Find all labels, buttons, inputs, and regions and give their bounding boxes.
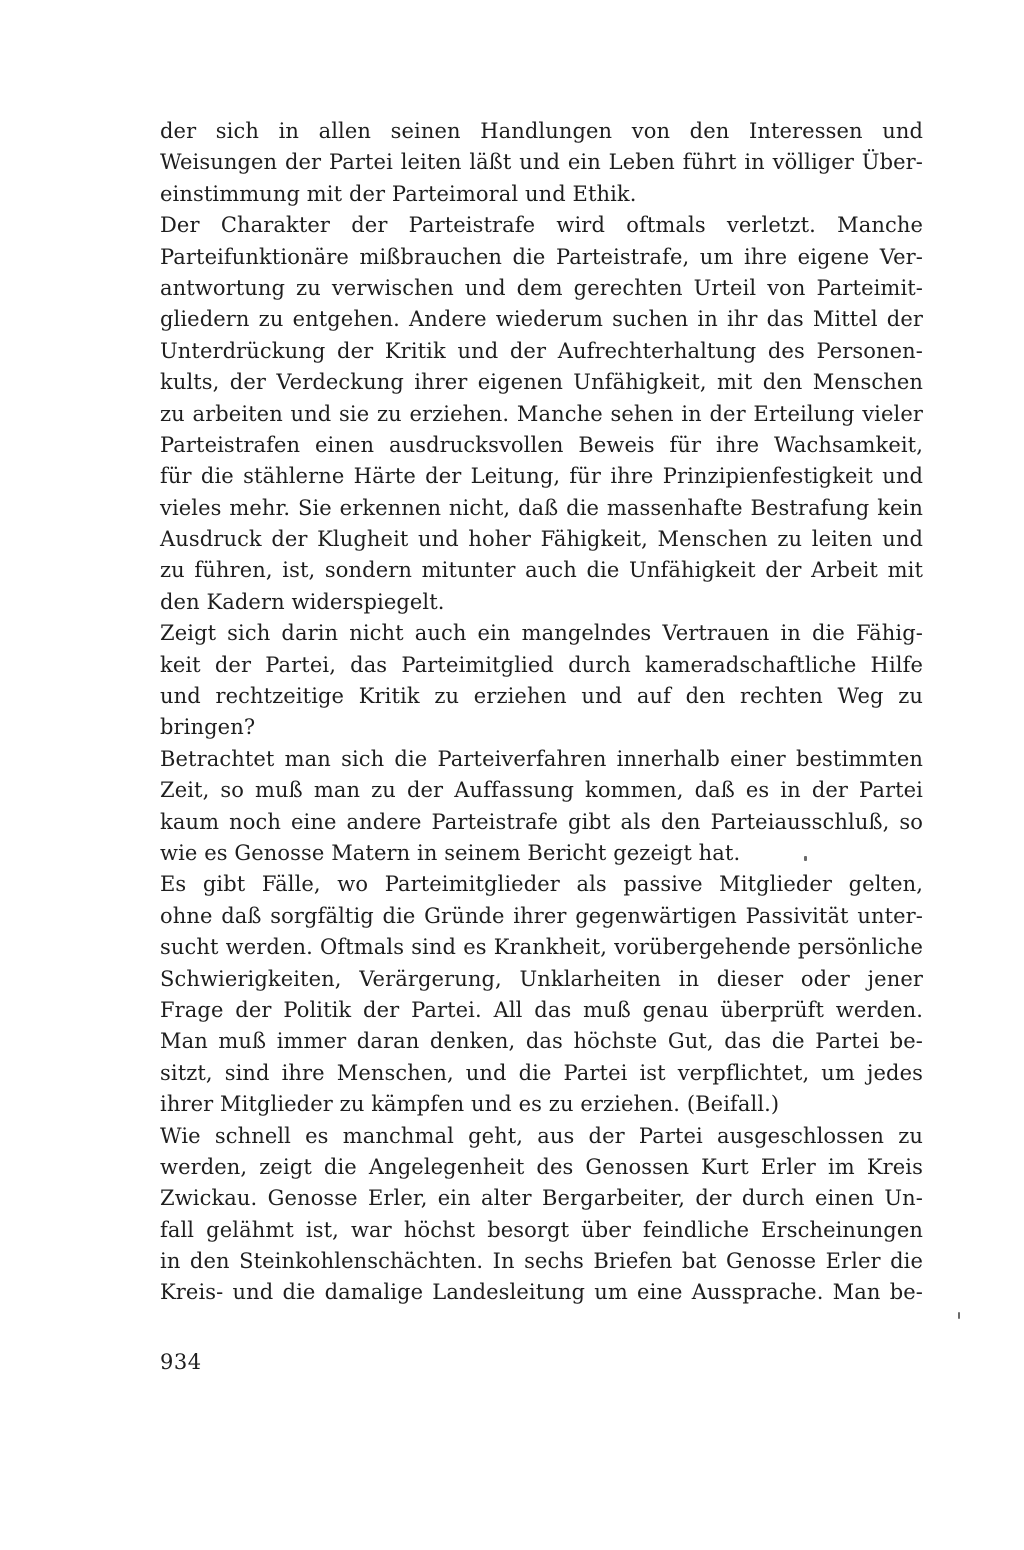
scan-speck <box>804 856 807 861</box>
text-line: für die stählerne Härte der Leitung, für ihre Prinzipienfestigkeit und <box>160 464 923 489</box>
text-line: Parteifunktionäre mißbrauchen die Parteistrafe, um ihre eigene Ver- <box>160 244 923 269</box>
text-line: Frage der Politik der Partei. All das muß genau überprüft werden. <box>160 997 923 1022</box>
text-line: ohne daß sorgfältig die Gründe ihrer gegenwärtigen Passivität unter- <box>160 903 923 928</box>
page-number: 934 <box>160 1350 202 1374</box>
text-line: Der Charakter der Parteistrafe wird oftmals verletzt. Manche <box>160 213 923 238</box>
text-line: der sich in allen seinen Handlungen von den Interessen und <box>160 119 923 143</box>
text-line: kaum noch eine andere Parteistrafe gibt als den Parteiausschluß, so <box>160 809 923 834</box>
text-line: Weisungen der Partei leiten läßt und ein Leben führt in völliger Über- <box>160 150 923 175</box>
scan-speck <box>958 1312 960 1319</box>
text-line: einstimmung mit der Parteimoral und Ethik. <box>160 181 637 206</box>
text-line: sucht werden. Oftmals sind es Krankheit, vorübergehende persönliche <box>160 935 923 960</box>
text-line: Ausdruck der Klugheit und hoher Fähigkeit, Menschen zu leiten und <box>160 527 923 552</box>
text-line: zu führen, ist, sondern mitunter auch die Unfähigkeit der Arbeit mit <box>160 558 923 583</box>
text-line: und rechtzeitige Kritik zu erziehen und auf den rechten Weg zu <box>160 684 923 709</box>
text-line: vieles mehr. Sie erkennen nicht, daß die massenhafte Bestrafung kein <box>160 495 923 520</box>
text-line: gliedern zu entgehen. Andere wiederum suchen in ihr das Mittel der <box>160 307 923 332</box>
text-line: kults, der Verdeckung ihrer eigenen Unfähigkeit, mit den Menschen <box>160 370 923 395</box>
text-line: in den Steinkohlenschächten. In sechs Briefen bat Genosse Erler die <box>160 1249 923 1274</box>
text-line: keit der Partei, das Parteimitglied durch kameradschaftliche Hilfe <box>160 652 923 677</box>
text-line: wie es Genosse Matern in seinem Bericht gezeigt hat. <box>160 840 741 865</box>
text-line: Unterdrückung der Kritik und der Aufrechterhaltung des Personen- <box>160 338 923 363</box>
text-line: Zwickau. Genosse Erler, ein alter Bergarbeiter, der durch einen Un- <box>160 1186 923 1211</box>
text-line: antwortung zu verwischen und dem gerechten Urteil von Parteimit- <box>160 275 923 300</box>
text-line: Kreis- und die damalige Landesleitung um eine Aussprache. Man be- <box>160 1280 923 1305</box>
text-line: den Kadern widerspiegelt. <box>160 589 445 614</box>
text-line: sitzt, sind ihre Menschen, und die Partei ist verpflichtet, um jedes <box>160 1060 923 1085</box>
text-line: Es gibt Fälle, wo Parteimitglieder als passive Mitglieder gelten, <box>160 872 923 897</box>
text-line: fall gelähmt ist, war höchst besorgt über feindliche Erscheinungen <box>160 1217 923 1242</box>
text-line: werden, zeigt die Angelegenheit des Genossen Kurt Erler im Kreis <box>160 1154 923 1179</box>
text-line: Schwierigkeiten, Verärgerung, Unklarheiten in dieser oder jener <box>160 966 923 991</box>
body-text <box>160 116 923 1309</box>
text-line: zu arbeiten und sie zu erziehen. Manche sehen in der Erteilung vieler <box>160 401 923 426</box>
text-line: Zeit, so muß man zu der Auffassung kommen, daß es in der Partei <box>160 778 923 803</box>
text-line: Zeigt sich darin nicht auch ein mangelndes Vertrauen in die Fähig- <box>160 621 923 646</box>
text-line: Parteistrafen einen ausdrucksvollen Beweis für ihre Wachsamkeit, <box>160 432 923 457</box>
text-line: ihrer Mitglieder zu kämpfen und es zu erziehen. (Beifall.) <box>160 1092 780 1117</box>
text-line: Betrachtet man sich die Parteiverfahren innerhalb einer bestimmten <box>160 746 923 771</box>
text-line: Wie schnell es manchmal geht, aus der Partei ausgeschlossen zu <box>160 1123 923 1148</box>
text-line: Man muß immer daran denken, das höchste Gut, das die Partei be- <box>160 1029 923 1054</box>
text-line: bringen? <box>160 715 256 740</box>
